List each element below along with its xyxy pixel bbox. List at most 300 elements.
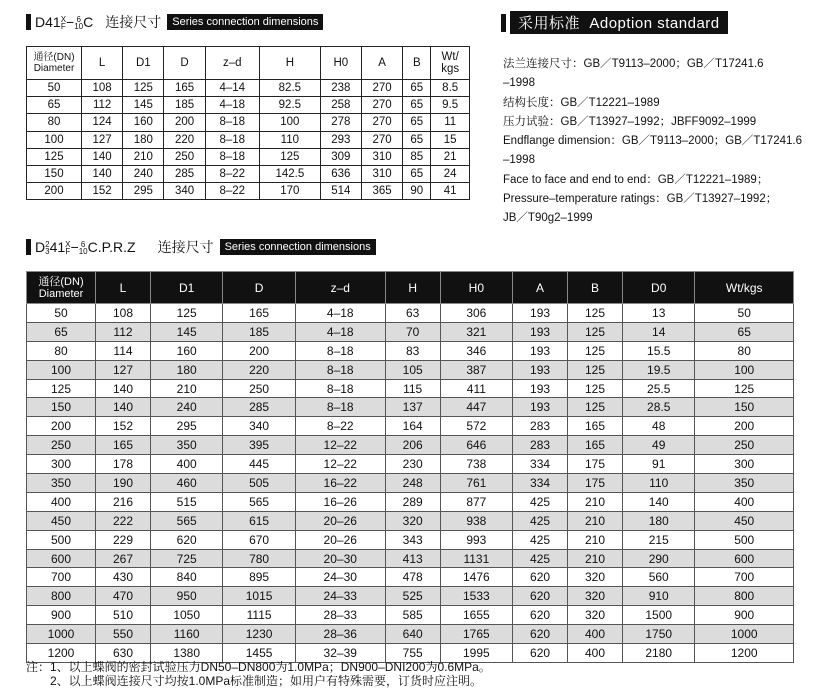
table-cell: 16–26 — [295, 492, 385, 511]
table-cell: 125 — [568, 341, 623, 360]
table-cell: 32–39 — [295, 644, 385, 663]
dn-cell: 80 — [27, 114, 82, 131]
table-cell: 293 — [320, 131, 361, 148]
table-cell: 755 — [385, 644, 440, 663]
table-cell: 4–18 — [295, 304, 385, 323]
table-cell: 350 — [695, 474, 794, 493]
table-cell: 425 — [513, 549, 568, 568]
table-row — [27, 165, 470, 182]
table-cell: 140 — [82, 165, 123, 182]
table-cell: 8–22 — [295, 417, 385, 436]
table-cell: 200 — [695, 417, 794, 436]
table-cell: 65 — [403, 165, 431, 182]
heading-marker — [26, 239, 31, 255]
table2-header-cell: A — [513, 272, 568, 304]
table-cell: 175 — [568, 474, 623, 493]
table-cell: 1115 — [223, 606, 295, 625]
table-cell: 210 — [568, 511, 623, 530]
table-cell: 1050 — [150, 606, 222, 625]
table-cell: 150 — [695, 398, 794, 417]
dn-cell: 250 — [27, 436, 96, 455]
table-cell: 105 — [385, 360, 440, 379]
table-row — [27, 183, 470, 200]
table-cell: 430 — [96, 568, 151, 587]
table-cell: 1015 — [223, 587, 295, 606]
table-cell: 4–18 — [205, 97, 259, 114]
table-cell: 425 — [513, 530, 568, 549]
table-cell: 20–30 — [295, 549, 385, 568]
table-row — [27, 322, 794, 341]
table-cell: 112 — [82, 97, 123, 114]
table-cell: 525 — [385, 587, 440, 606]
table-cell: 334 — [513, 455, 568, 474]
table-cell: 1750 — [623, 625, 695, 644]
table-cell: 1160 — [150, 625, 222, 644]
dn-cell: 700 — [27, 568, 96, 587]
table-cell: 343 — [385, 530, 440, 549]
table-cell: 21 — [431, 148, 470, 165]
table-cell: 48 — [623, 417, 695, 436]
table-cell: 636 — [320, 165, 361, 182]
section2-cn-title: 连接尺寸 — [157, 239, 214, 255]
table-row — [27, 304, 794, 323]
table-cell: 230 — [385, 455, 440, 474]
dn-cell: 65 — [27, 322, 96, 341]
table-cell: 215 — [623, 530, 695, 549]
table-cell: 165 — [568, 417, 623, 436]
table1-header-row — [27, 47, 470, 80]
table-row — [27, 549, 794, 568]
footnote-line: 注：1、以上蝶阀的密封试验压力DN50–DN800为1.0MPa；DN900–DNI200为0.6MPa。 — [26, 660, 491, 674]
table1-header-cell: D1 — [123, 47, 164, 80]
dn-cell: 900 — [27, 606, 96, 625]
table-cell: 1476 — [440, 568, 512, 587]
table-cell: 1655 — [440, 606, 512, 625]
table2-header-cell: L — [96, 272, 151, 304]
table-cell: 346 — [440, 341, 512, 360]
table-row — [27, 148, 470, 165]
table-cell: 550 — [96, 625, 151, 644]
table-cell: 125 — [123, 80, 164, 97]
table-cell: 193 — [513, 379, 568, 398]
table-cell: 910 — [623, 587, 695, 606]
table-cell: 270 — [361, 114, 402, 131]
table-cell: 185 — [164, 97, 205, 114]
table2-header-cell: z–d — [295, 272, 385, 304]
table2-header-cell: B — [568, 272, 623, 304]
adoption-line: Endflange dimension：GB／T9113–2000；GB／T17241.6 — [503, 135, 802, 148]
table-cell: 193 — [513, 322, 568, 341]
dn-cell: 125 — [27, 148, 82, 165]
table-cell: 210 — [568, 530, 623, 549]
dn-cell: 350 — [27, 474, 96, 493]
table-cell: 620 — [513, 587, 568, 606]
table-cell: 25.5 — [623, 379, 695, 398]
table-cell: 137 — [385, 398, 440, 417]
table-cell: 115 — [385, 379, 440, 398]
table-cell: 12–22 — [295, 436, 385, 455]
table-cell: 320 — [568, 587, 623, 606]
table-cell: 565 — [150, 511, 222, 530]
table-cell: 250 — [164, 148, 205, 165]
adoption-tag: 采用标准 Adoption standard — [510, 11, 728, 34]
table-cell: 142.5 — [259, 165, 320, 182]
table-cell: 278 — [320, 114, 361, 131]
table-row — [27, 587, 794, 606]
table-cell: 300 — [695, 455, 794, 474]
table-cell: 670 — [223, 530, 295, 549]
table-cell: 108 — [96, 304, 151, 323]
table-cell: 8–18 — [205, 114, 259, 131]
table-cell: 565 — [223, 492, 295, 511]
table-cell: 90 — [403, 183, 431, 200]
table-cell: 8–22 — [205, 183, 259, 200]
table2-header-cell: D — [223, 272, 295, 304]
dn-cell: 50 — [27, 304, 96, 323]
table-cell: 210 — [123, 148, 164, 165]
table-cell: 387 — [440, 360, 512, 379]
table-cell: 20–26 — [295, 530, 385, 549]
table-cell: 290 — [623, 549, 695, 568]
table-cell: 620 — [150, 530, 222, 549]
table-cell: 15 — [431, 131, 470, 148]
table-cell: 125 — [568, 322, 623, 341]
table-row — [27, 474, 794, 493]
dn-cell: 100 — [27, 360, 96, 379]
table-cell: 285 — [223, 398, 295, 417]
table-cell: 240 — [123, 165, 164, 182]
table-cell: 447 — [440, 398, 512, 417]
table-cell: 620 — [513, 625, 568, 644]
table-cell: 70 — [385, 322, 440, 341]
dn-cell: 150 — [27, 398, 96, 417]
table-cell: 114 — [96, 341, 151, 360]
table-cell: 165 — [568, 436, 623, 455]
table-cell: 100 — [259, 114, 320, 131]
table-cell: 295 — [123, 183, 164, 200]
table-cell: 63 — [385, 304, 440, 323]
table-cell: 13 — [623, 304, 695, 323]
section1-heading — [26, 12, 323, 32]
table-cell: 413 — [385, 549, 440, 568]
table-cell: 91 — [623, 455, 695, 474]
dn-cell: 200 — [27, 183, 82, 200]
table-cell: 8–22 — [205, 165, 259, 182]
table-cell: 283 — [513, 436, 568, 455]
table-cell: 140 — [623, 492, 695, 511]
table-cell: 240 — [150, 398, 222, 417]
table-cell: 164 — [385, 417, 440, 436]
table-cell: 140 — [96, 379, 151, 398]
table2-header-cell: Wt/kgs — [695, 272, 794, 304]
table-cell: 125 — [695, 379, 794, 398]
table-cell: 65 — [403, 114, 431, 131]
table-cell: 620 — [513, 644, 568, 663]
table-cell: 41 — [431, 183, 470, 200]
adoption-heading — [501, 11, 728, 34]
table-cell: 220 — [223, 360, 295, 379]
table-row — [27, 511, 794, 530]
table-cell: 165 — [223, 304, 295, 323]
table-cell: 470 — [96, 587, 151, 606]
table-cell: 28.5 — [623, 398, 695, 417]
table-cell: 80 — [695, 341, 794, 360]
table-cell: 4–18 — [295, 322, 385, 341]
table-cell: 140 — [82, 148, 123, 165]
table-cell: 8–18 — [295, 398, 385, 417]
table-cell: 950 — [150, 587, 222, 606]
section1-model-code: D41X F− 6 10C — [35, 13, 94, 32]
table-cell: 193 — [513, 360, 568, 379]
table-cell: 193 — [513, 304, 568, 323]
table-row — [27, 114, 470, 131]
table-cell: 210 — [568, 549, 623, 568]
table-cell: 175 — [568, 455, 623, 474]
table-cell: 310 — [361, 148, 402, 165]
table-cell: 780 — [223, 549, 295, 568]
table1-header-wt: Wt/ kgs — [431, 47, 470, 80]
table-cell: 15.5 — [623, 341, 695, 360]
dn-cell: 1200 — [27, 644, 96, 663]
table-cell: 14 — [623, 322, 695, 341]
dn-cell: 80 — [27, 341, 96, 360]
table-cell: 1533 — [440, 587, 512, 606]
table-cell: 180 — [623, 511, 695, 530]
table-cell: 24 — [431, 165, 470, 182]
table-cell: 180 — [150, 360, 222, 379]
table1-header-cell: L — [82, 47, 123, 80]
table-cell: 193 — [513, 398, 568, 417]
table-cell: 4–14 — [205, 80, 259, 97]
table-cell: 1765 — [440, 625, 512, 644]
table-cell: 238 — [320, 80, 361, 97]
adoption-line: 结构长度：GB／T12221–1989 — [503, 96, 660, 109]
table-cell: 125 — [259, 148, 320, 165]
table-cell: 125 — [568, 398, 623, 417]
adoption-line: 法兰连接尺寸：GB／T9113–2000；GB／T17241.6 — [503, 58, 764, 70]
dn-cell: 125 — [27, 379, 96, 398]
table-cell: 49 — [623, 436, 695, 455]
dn-cell: 500 — [27, 530, 96, 549]
table-cell: 270 — [361, 80, 402, 97]
section1-cn-title: 连接尺寸 — [105, 14, 162, 30]
table-cell: 110 — [623, 474, 695, 493]
table-row — [27, 417, 794, 436]
table-cell: 334 — [513, 474, 568, 493]
table-cell: 309 — [320, 148, 361, 165]
table-cell: 560 — [623, 568, 695, 587]
footnotes — [26, 660, 491, 688]
table-cell: 8–18 — [205, 131, 259, 148]
table-cell: 85 — [403, 148, 431, 165]
adoption-line: Face to face and end to end：GB／T12221–1989； — [503, 173, 769, 186]
table-cell: 20–26 — [295, 511, 385, 530]
table-cell: 877 — [440, 492, 512, 511]
table2-header-cell: H0 — [440, 272, 512, 304]
table-cell: 170 — [259, 183, 320, 200]
table-cell: 65 — [403, 97, 431, 114]
table-cell: 178 — [96, 455, 151, 474]
table-cell: 725 — [150, 549, 222, 568]
table-cell: 1380 — [150, 644, 222, 663]
heading-marker — [26, 14, 31, 30]
table-cell: 12–22 — [295, 455, 385, 474]
table-row — [27, 568, 794, 587]
table-row — [27, 360, 794, 379]
table-cell: 28–33 — [295, 606, 385, 625]
table-cell: 500 — [695, 530, 794, 549]
table2 — [26, 271, 794, 663]
table-cell: 515 — [150, 492, 222, 511]
adoption-line: –1998 — [503, 77, 535, 90]
table-cell: 620 — [513, 606, 568, 625]
adoption-standard-text — [503, 55, 813, 229]
table-cell: 250 — [695, 436, 794, 455]
table-row — [27, 436, 794, 455]
table1-header-cell: z–d — [205, 47, 259, 80]
table-cell: 620 — [513, 568, 568, 587]
table-cell: 615 — [223, 511, 295, 530]
adoption-line: JB／T90g2–1999 — [503, 212, 593, 225]
table-cell: 140 — [96, 398, 151, 417]
table-cell: 1131 — [440, 549, 512, 568]
table-cell: 220 — [164, 131, 205, 148]
table-cell: 8–18 — [295, 341, 385, 360]
table2-header-cell: D1 — [150, 272, 222, 304]
table-cell: 400 — [695, 492, 794, 511]
table2-header-cell: H — [385, 272, 440, 304]
table-cell: 200 — [164, 114, 205, 131]
table-row — [27, 492, 794, 511]
section1-tag: Series connection dimensions — [167, 14, 323, 30]
table-cell: 210 — [568, 492, 623, 511]
table-cell: 108 — [82, 80, 123, 97]
table-cell: 510 — [96, 606, 151, 625]
table-cell: 646 — [440, 436, 512, 455]
table-cell: 216 — [96, 492, 151, 511]
table-cell: 65 — [695, 322, 794, 341]
table-cell: 460 — [150, 474, 222, 493]
table-cell: 450 — [695, 511, 794, 530]
table-cell: 572 — [440, 417, 512, 436]
dn-cell: 600 — [27, 549, 96, 568]
table-cell: 425 — [513, 511, 568, 530]
table-cell: 165 — [164, 80, 205, 97]
dn-cell: 450 — [27, 511, 96, 530]
table-cell: 395 — [223, 436, 295, 455]
table1-header-cell: A — [361, 47, 402, 80]
table-row — [27, 341, 794, 360]
table1-header-cell: H — [259, 47, 320, 80]
table-cell: 761 — [440, 474, 512, 493]
table-cell: 295 — [150, 417, 222, 436]
table-cell: 127 — [82, 131, 123, 148]
table-cell: 65 — [403, 80, 431, 97]
table-cell: 65 — [403, 131, 431, 148]
table-cell: 127 — [96, 360, 151, 379]
table-cell: 445 — [223, 455, 295, 474]
table1 — [26, 46, 470, 200]
table-cell: 200 — [223, 341, 295, 360]
table-cell: 400 — [568, 625, 623, 644]
table-cell: 285 — [164, 165, 205, 182]
table-cell: 145 — [123, 97, 164, 114]
table-row — [27, 398, 794, 417]
table-cell: 125 — [568, 379, 623, 398]
table2-header-row — [27, 272, 794, 304]
table-cell: 2180 — [623, 644, 695, 663]
table-row — [27, 530, 794, 549]
table-cell: 16–22 — [295, 474, 385, 493]
table-cell: 630 — [96, 644, 151, 663]
table-cell: 11 — [431, 114, 470, 131]
table-cell: 19.5 — [623, 360, 695, 379]
dn-cell: 65 — [27, 97, 82, 114]
table2-header-dn: 通径(DN) Diameter — [27, 272, 96, 304]
table-cell: 478 — [385, 568, 440, 587]
table-cell: 1500 — [623, 606, 695, 625]
dn-cell: 300 — [27, 455, 96, 474]
table-cell: 800 — [695, 587, 794, 606]
table2-header-cell: D0 — [623, 272, 695, 304]
table-cell: 50 — [695, 304, 794, 323]
table-cell: 1995 — [440, 644, 512, 663]
table-cell: 400 — [568, 644, 623, 663]
table-cell: 340 — [164, 183, 205, 200]
dn-cell: 100 — [27, 131, 82, 148]
table-cell: 82.5 — [259, 80, 320, 97]
table-cell: 993 — [440, 530, 512, 549]
table-cell: 193 — [513, 341, 568, 360]
table-cell: 350 — [150, 436, 222, 455]
table-cell: 895 — [223, 568, 295, 587]
dn-cell: 400 — [27, 492, 96, 511]
heading-marker — [501, 14, 506, 32]
table-row — [27, 625, 794, 644]
table-cell: 340 — [223, 417, 295, 436]
table-cell: 640 — [385, 625, 440, 644]
table-cell: 124 — [82, 114, 123, 131]
table-cell: 1455 — [223, 644, 295, 663]
footnote-line: 2、以上蝶阀连接尺寸均按1.0MPa标准制造；如用户有特殊需要，订货时应注明。 — [50, 674, 483, 688]
table-cell: 320 — [385, 511, 440, 530]
table-cell: 840 — [150, 568, 222, 587]
table-row — [27, 80, 470, 97]
table-cell: 210 — [150, 379, 222, 398]
table-cell: 514 — [320, 183, 361, 200]
table-cell: 145 — [150, 322, 222, 341]
table-cell: 585 — [385, 606, 440, 625]
table-cell: 92.5 — [259, 97, 320, 114]
table-cell: 125 — [568, 304, 623, 323]
table-cell: 229 — [96, 530, 151, 549]
table-cell: 8–18 — [295, 360, 385, 379]
table-cell: 306 — [440, 304, 512, 323]
table-cell: 8–18 — [205, 148, 259, 165]
table-cell: 1000 — [695, 625, 794, 644]
table1-header-cell: H0 — [320, 47, 361, 80]
table-cell: 1200 — [695, 644, 794, 663]
table-cell: 8–18 — [295, 379, 385, 398]
table-cell: 112 — [96, 322, 151, 341]
table-cell: 289 — [385, 492, 440, 511]
table-cell: 425 — [513, 492, 568, 511]
table-cell: 310 — [361, 165, 402, 182]
dn-cell: 200 — [27, 417, 96, 436]
table-cell: 83 — [385, 341, 440, 360]
table-cell: 160 — [150, 341, 222, 360]
table-cell: 900 — [695, 606, 794, 625]
